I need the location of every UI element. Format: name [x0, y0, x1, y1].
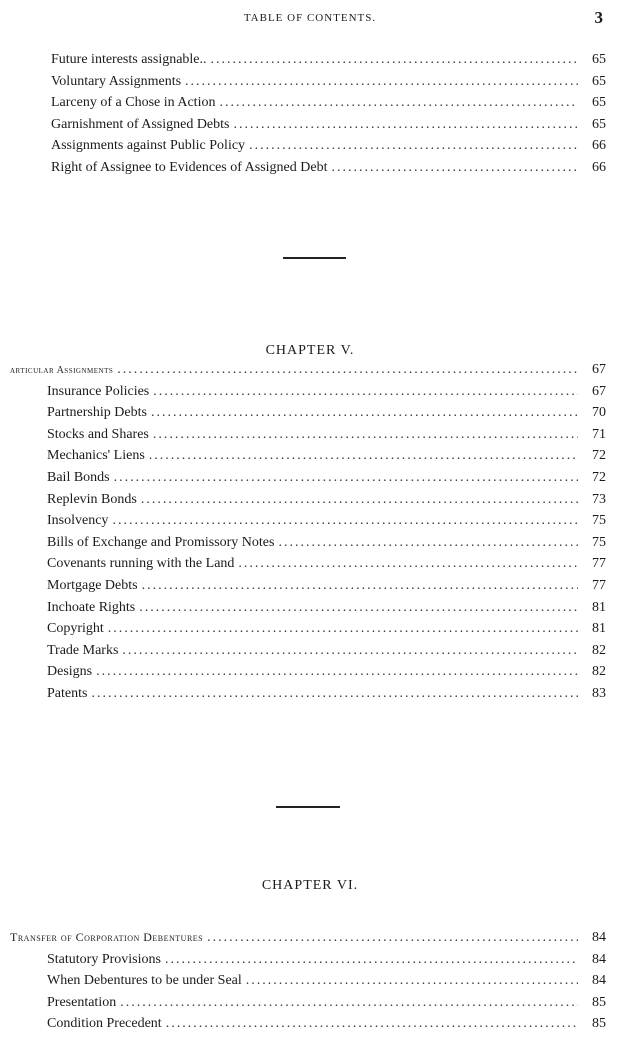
toc-entry-label: Designs: [47, 664, 93, 680]
toc-entry-page: 65: [592, 116, 606, 132]
toc-entry: [0, 686, 620, 708]
dot-leader: [165, 952, 578, 968]
toc-entry: [0, 138, 620, 160]
toc-entry-page: 72: [592, 448, 606, 464]
toc-entry-label: Trade Marks: [47, 642, 119, 658]
toc-entry: [0, 492, 620, 514]
toc-entry-page: 65: [592, 95, 606, 111]
toc-entry-page: 84: [592, 973, 606, 989]
toc-entry-label: Copyright: [47, 621, 104, 637]
toc-entry-page: 77: [592, 556, 606, 572]
toc-entry: [0, 427, 620, 449]
toc-entry: [0, 643, 620, 665]
toc-entry-page: 65: [592, 73, 606, 89]
section-divider: [283, 257, 346, 259]
dot-leader: [108, 621, 578, 637]
toc-chapter-6: [0, 930, 620, 1038]
toc-entry: [0, 384, 620, 406]
toc-entry-page: 75: [592, 534, 606, 550]
toc-entry-label: When Debentures to be under Seal: [47, 973, 242, 989]
dot-leader: [185, 74, 578, 90]
toc-entry-label: Mechanics' Liens: [47, 448, 145, 464]
toc-entry-page: 81: [592, 599, 606, 615]
toc-entry-page: 81: [592, 621, 606, 637]
toc-entry-label: Insurance Policies: [47, 383, 150, 399]
toc-section-top: [0, 52, 620, 182]
toc-entry-label: Insolvency: [47, 513, 109, 529]
toc-entry-label: articular Assignments: [10, 365, 114, 376]
dot-leader: [91, 686, 578, 702]
toc-entry: [0, 448, 620, 470]
dot-leader: [122, 643, 578, 659]
dot-leader: [166, 1016, 578, 1032]
toc-entry: [0, 1016, 620, 1038]
toc-entry-label: Bills of Exchange and Promissory Notes: [47, 534, 275, 550]
dot-leader: [114, 470, 578, 486]
dot-leader: [207, 930, 578, 946]
dot-leader: [331, 160, 578, 176]
toc-entry-page: 82: [592, 664, 606, 680]
toc-entry-label: Covenants running with the Land: [47, 556, 235, 572]
toc-entry-page: 84: [592, 951, 606, 967]
running-header: [0, 10, 620, 32]
toc-entry-label: Inchoate Rights: [47, 599, 136, 615]
toc-entry-label: Bail Bonds: [47, 469, 110, 485]
dot-leader: [139, 600, 578, 616]
dot-leader: [249, 138, 578, 154]
dot-leader: [120, 995, 578, 1011]
toc-entry-label: Patents: [47, 685, 88, 701]
toc-entry: [0, 535, 620, 557]
toc-entry-page: 82: [592, 642, 606, 658]
toc-entry: [0, 513, 620, 535]
toc-entry-label: Larceny of a Chose in Action: [51, 95, 216, 111]
running-title: TABLE OF CONTENTS.: [243, 12, 377, 24]
dot-leader: [151, 405, 578, 421]
toc-entry-page: 85: [592, 1016, 606, 1032]
toc-entry-page: 77: [592, 577, 606, 593]
dot-leader: [233, 117, 578, 133]
toc-entry-label: Statutory Provisions: [47, 951, 161, 967]
toc-entry-label: Assignments against Public Policy: [51, 138, 246, 154]
dot-leader: [246, 973, 578, 989]
toc-entry: [0, 621, 620, 643]
toc-entry: [0, 160, 620, 182]
toc-entry: [0, 470, 620, 492]
toc-entry-page: 70: [592, 405, 606, 421]
toc-entry-page: 71: [592, 426, 606, 442]
toc-entry-label: Replevin Bonds: [47, 491, 137, 507]
dot-leader: [112, 513, 578, 529]
toc-entry-page: 67: [592, 383, 606, 399]
toc-entry-label: Stocks and Shares: [47, 426, 149, 442]
chapter-heading: CHAPTER VI.: [261, 878, 359, 893]
toc-entry-label: Presentation: [47, 994, 117, 1010]
toc-entry-page: 73: [592, 491, 606, 507]
toc-entry-page: 75: [592, 513, 606, 529]
toc-entry-page: 67: [592, 362, 606, 377]
dot-leader: [219, 95, 578, 111]
toc-entry-label: Future interests assignable..: [51, 52, 207, 67]
toc-entry-label: Condition Precedent: [47, 1016, 162, 1032]
chapter-heading: CHAPTER V.: [265, 343, 355, 358]
toc-entry: [0, 556, 620, 578]
toc-entry: [0, 52, 620, 74]
page-number: 3: [594, 8, 603, 27]
toc-entry-page: 65: [592, 52, 606, 67]
toc-entry: [0, 600, 620, 622]
toc-entry-page: 72: [592, 469, 606, 485]
toc-entry: [0, 578, 620, 600]
toc-entry-label: Voluntary Assignments: [51, 73, 182, 89]
dot-leader: [141, 492, 578, 508]
toc-entry: [0, 117, 620, 139]
toc-entry-label: Garnishment of Assigned Debts: [51, 116, 230, 132]
section-divider: [276, 806, 340, 808]
dot-leader: [142, 578, 578, 594]
toc-entry-label: Mortgage Debts: [47, 577, 138, 593]
dot-leader: [153, 427, 578, 443]
dot-leader: [153, 384, 578, 400]
dot-leader: [117, 362, 578, 378]
toc-entry: [0, 952, 620, 974]
toc-entry: [0, 973, 620, 995]
toc-entry-label: Transfer of Corporation Debentures: [10, 930, 204, 944]
toc-entry-page: 84: [592, 930, 606, 945]
toc-entry-label: Partnership Debts: [47, 405, 147, 421]
dot-leader: [278, 535, 578, 551]
toc-entry: [0, 995, 620, 1017]
toc-entry: [0, 405, 620, 427]
toc-chapter-main-entry: [0, 930, 620, 952]
dot-leader: [211, 52, 578, 68]
toc-chapter-5: [0, 362, 620, 708]
toc-entry: [0, 664, 620, 686]
dot-leader: [96, 664, 578, 680]
toc-entry-page: 66: [592, 138, 606, 154]
dot-leader: [238, 556, 578, 572]
toc-entry-label: Right of Assignee to Evidences of Assigned Debt: [51, 159, 328, 175]
toc-entry-page: 85: [592, 994, 606, 1010]
toc-entry-page: 83: [592, 685, 606, 701]
toc-entry-page: 66: [592, 159, 606, 175]
toc-chapter-main-entry: [0, 362, 620, 384]
toc-entry: [0, 95, 620, 117]
dot-leader: [149, 448, 578, 464]
toc-entry: [0, 74, 620, 96]
